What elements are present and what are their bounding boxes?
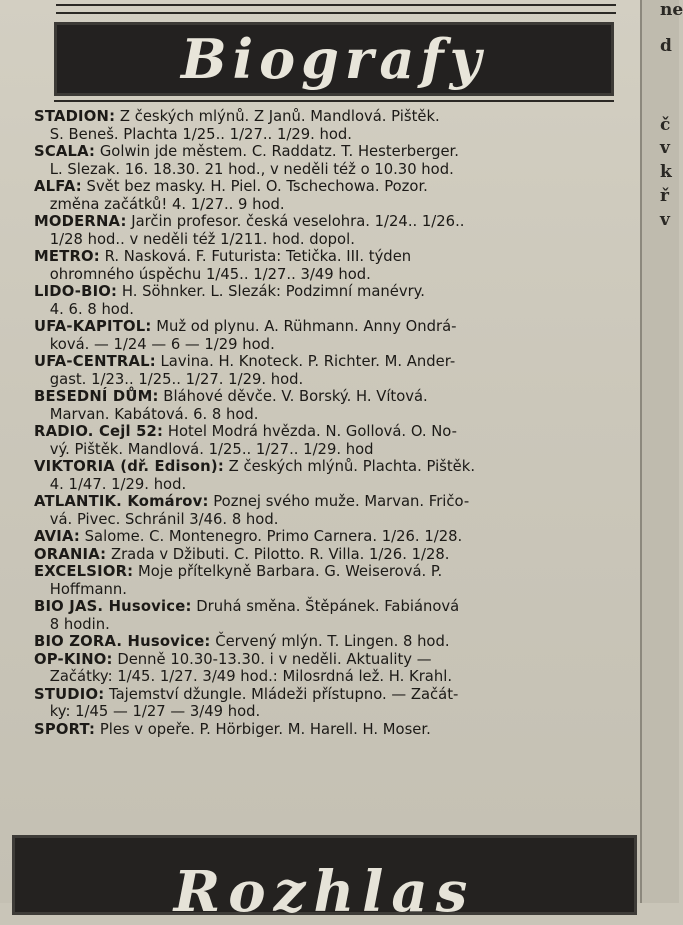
listing-line bbox=[34, 616, 637, 634]
listing-entry bbox=[34, 388, 637, 423]
listing-entry bbox=[34, 423, 637, 458]
program-text: Hoffmann. bbox=[49, 579, 127, 598]
listing-line bbox=[34, 353, 637, 371]
program-text: Tajemství džungle. Mládeži přístupno. — Začát- bbox=[109, 684, 459, 703]
gutter-letter: k bbox=[660, 162, 672, 182]
listing-line bbox=[34, 301, 637, 319]
cinema-name: SCALA: bbox=[34, 142, 96, 160]
listing-line bbox=[34, 406, 637, 424]
program-text: 4. 6. 8 hod. bbox=[49, 299, 134, 318]
gutter-letter: ne bbox=[660, 0, 683, 20]
cinema-name: UFA-KAPITOL: bbox=[34, 317, 152, 335]
listing-entry bbox=[34, 248, 637, 283]
gutter-letter: v bbox=[660, 138, 670, 158]
cinema-name: LIDO-BIO: bbox=[34, 282, 118, 300]
program-text: 8 hodin. bbox=[49, 614, 110, 633]
listing-entry bbox=[34, 143, 637, 178]
cinema-name: SPORT: bbox=[34, 719, 96, 738]
cinema-name: METRO: bbox=[34, 247, 100, 265]
listing-line bbox=[34, 511, 637, 529]
cinema-name: OP-KINO: bbox=[34, 649, 113, 668]
listing-entry bbox=[34, 318, 637, 353]
program-text: R. Nasková. F. Futurista: Tetička. III. týden bbox=[104, 247, 412, 265]
section-banner bbox=[54, 22, 614, 96]
listing-line bbox=[34, 703, 637, 721]
listing-line bbox=[34, 441, 637, 459]
top-rule bbox=[56, 4, 616, 6]
listing-entry bbox=[34, 178, 637, 213]
program-text: ky: 1/45 — 1/27 — 3/49 hod. bbox=[49, 702, 261, 720]
cinema-name: STUDIO: bbox=[34, 684, 105, 703]
program-text: Jarčin profesor. česká veselohra. 1/24.. 1/26.. bbox=[131, 212, 465, 230]
listing-line bbox=[34, 318, 637, 336]
listing-line bbox=[34, 388, 637, 406]
next-section-banner bbox=[12, 835, 637, 925]
listing-entry bbox=[34, 353, 637, 388]
cinema-name: ATLANTIK. Komárov: bbox=[34, 492, 209, 510]
listing-entry bbox=[34, 686, 637, 721]
listing-entry bbox=[34, 528, 637, 546]
gutter-letter: ř bbox=[660, 186, 669, 206]
listing-line bbox=[34, 161, 637, 179]
program-text: Začátky: 1/45. 1/27. 3/49 hod.: Milosrdná lež. H. Krahl. bbox=[49, 667, 453, 685]
listing-line bbox=[34, 563, 637, 581]
listing-entry bbox=[34, 108, 637, 143]
program-text: Lavina. H. Knoteck. P. Richter. M. Ander- bbox=[160, 352, 456, 370]
listing-line bbox=[34, 143, 637, 161]
program-text: gast. 1/23.. 1/25.. 1/27. 1/29. hod. bbox=[49, 369, 304, 388]
adjacent-column bbox=[640, 0, 683, 903]
program-text: Ples v opeře. P. Hörbiger. M. Harell. H. Moser. bbox=[99, 719, 431, 738]
listing-line bbox=[34, 528, 637, 546]
program-text: Salome. C. Montenegro. Primo Carnera. 1/26. 1/28. bbox=[84, 527, 463, 545]
program-text: L. Slezak. 16. 18.30. 21 hod., v neděli též o 10.30 hod. bbox=[49, 159, 454, 178]
program-text: Z českých mlýnů. Plachta. Pištěk. bbox=[228, 457, 476, 475]
listing-line bbox=[34, 476, 637, 494]
listing-line bbox=[34, 336, 637, 354]
listing-entry bbox=[34, 546, 637, 564]
gutter-letter: v bbox=[660, 210, 670, 230]
listing-line bbox=[34, 546, 637, 564]
listing-line bbox=[34, 423, 637, 441]
cinema-name: BIO JAS. Husovice: bbox=[34, 597, 192, 615]
program-text: Muž od plynu. A. Rühmann. Anny Ondrá- bbox=[156, 317, 457, 335]
program-text: vá. Pivec. Schránil 3/46. 8 hod. bbox=[49, 509, 279, 528]
gutter-letter: č bbox=[660, 115, 671, 135]
cinema-name: ORANIA: bbox=[34, 544, 107, 563]
program-text: ková. — 1/24 — 6 — 1/29 hod. bbox=[49, 334, 275, 353]
listing-line bbox=[34, 721, 637, 739]
program-text: ohromného úspěchu 1/45.. 1/27.. 3/49 hod. bbox=[49, 264, 371, 283]
banner-rule bbox=[54, 100, 614, 102]
listing-line bbox=[34, 178, 637, 196]
program-text: změna začátků! 4. 1/27.. 9 hod. bbox=[49, 194, 285, 213]
program-text: Zrada v Džibuti. C. Pilotto. R. Villa. 1/26. 1/28. bbox=[110, 544, 450, 563]
program-text: Druhá směna. Štěpánek. Fabiánová bbox=[196, 597, 460, 615]
cinema-name: STADION: bbox=[34, 107, 116, 125]
gutter-letter: d bbox=[660, 36, 672, 56]
listing-line bbox=[34, 126, 637, 144]
listing-entry bbox=[34, 598, 637, 633]
program-text: Denně 10.30-13.30. i v neděli. Aktuality — bbox=[117, 649, 432, 668]
program-text: Z českých mlýnů. Z Janů. Mandlová. Pištěk. bbox=[119, 107, 440, 125]
cinema-name: EXCELSIOR: bbox=[34, 562, 134, 580]
listing-entry bbox=[34, 633, 637, 651]
listing-entry bbox=[34, 458, 637, 493]
cinema-name: ALFA: bbox=[34, 177, 82, 195]
cinema-listing bbox=[34, 108, 637, 738]
listing-line bbox=[34, 651, 637, 669]
listing-line bbox=[34, 686, 637, 704]
listing-entry bbox=[34, 651, 637, 686]
program-text: Moje přítelkyně Barbara. G. Weiserová. P. bbox=[137, 562, 443, 580]
program-text: S. Beneš. Plachta 1/25.. 1/27.. 1/29. hod. bbox=[49, 124, 353, 143]
listing-line bbox=[34, 283, 637, 301]
program-text: Poznej svého muže. Marvan. Fričo- bbox=[213, 492, 470, 510]
listing-line bbox=[34, 231, 637, 249]
program-text: Bláhové děvče. V. Borský. H. Vítová. bbox=[163, 387, 428, 405]
program-text: vý. Pištěk. Mandlová. 1/25.. 1/27.. 1/29. hod bbox=[49, 439, 374, 458]
listing-line bbox=[34, 371, 637, 389]
cinema-name: BIO ZORA. Husovice: bbox=[34, 632, 211, 650]
program-text: Svět bez masky. H. Piel. O. Tschechowa. Pozor. bbox=[86, 177, 428, 195]
cinema-name: BESEDNÍ DŮM: bbox=[34, 387, 159, 405]
next-section-title: Rozhlas bbox=[173, 859, 476, 925]
program-text: Golwin jde městem. C. Raddatz. T. Hesterberger. bbox=[99, 142, 459, 160]
section-title: Biografy bbox=[181, 27, 487, 91]
listing-line bbox=[34, 248, 637, 266]
program-text: H. Söhnker. L. Slezák: Podzimní manévry. bbox=[121, 282, 425, 300]
listing-line bbox=[34, 213, 637, 231]
listing-entry bbox=[34, 213, 637, 248]
top-rule bbox=[56, 12, 616, 14]
cinema-name: MODERNA: bbox=[34, 212, 127, 230]
program-text: Červený mlýn. T. Lingen. 8 hod. bbox=[215, 632, 450, 650]
listing-line bbox=[34, 493, 637, 511]
listing-line bbox=[34, 598, 637, 616]
program-text: Marvan. Kabátová. 6. 8 hod. bbox=[49, 404, 259, 423]
program-text: Hotel Modrá hvězda. N. Gollová. O. No- bbox=[167, 422, 457, 440]
listing-line bbox=[34, 196, 637, 214]
cinema-name: AVIA: bbox=[34, 527, 80, 545]
cinema-name: VIKTORIA (dř. Edison): bbox=[34, 457, 224, 475]
listing-line bbox=[34, 668, 637, 686]
listing-line bbox=[34, 266, 637, 284]
listing-line bbox=[34, 633, 637, 651]
cinema-name: UFA-CENTRAL: bbox=[34, 352, 156, 370]
cinema-name: RADIO. Cejl 52: bbox=[34, 422, 164, 440]
listing-line bbox=[34, 458, 637, 476]
program-text: 4. 1/47. 1/29. hod. bbox=[49, 474, 187, 493]
listing-line bbox=[34, 108, 637, 126]
listing-entry bbox=[34, 493, 637, 528]
listing-entry bbox=[34, 283, 637, 318]
listing-line bbox=[34, 581, 637, 599]
program-text: 1/28 hod.. v neděli též 1/211. hod. dopol. bbox=[49, 229, 355, 248]
listing-entry bbox=[34, 721, 637, 739]
listing-entry bbox=[34, 563, 637, 598]
